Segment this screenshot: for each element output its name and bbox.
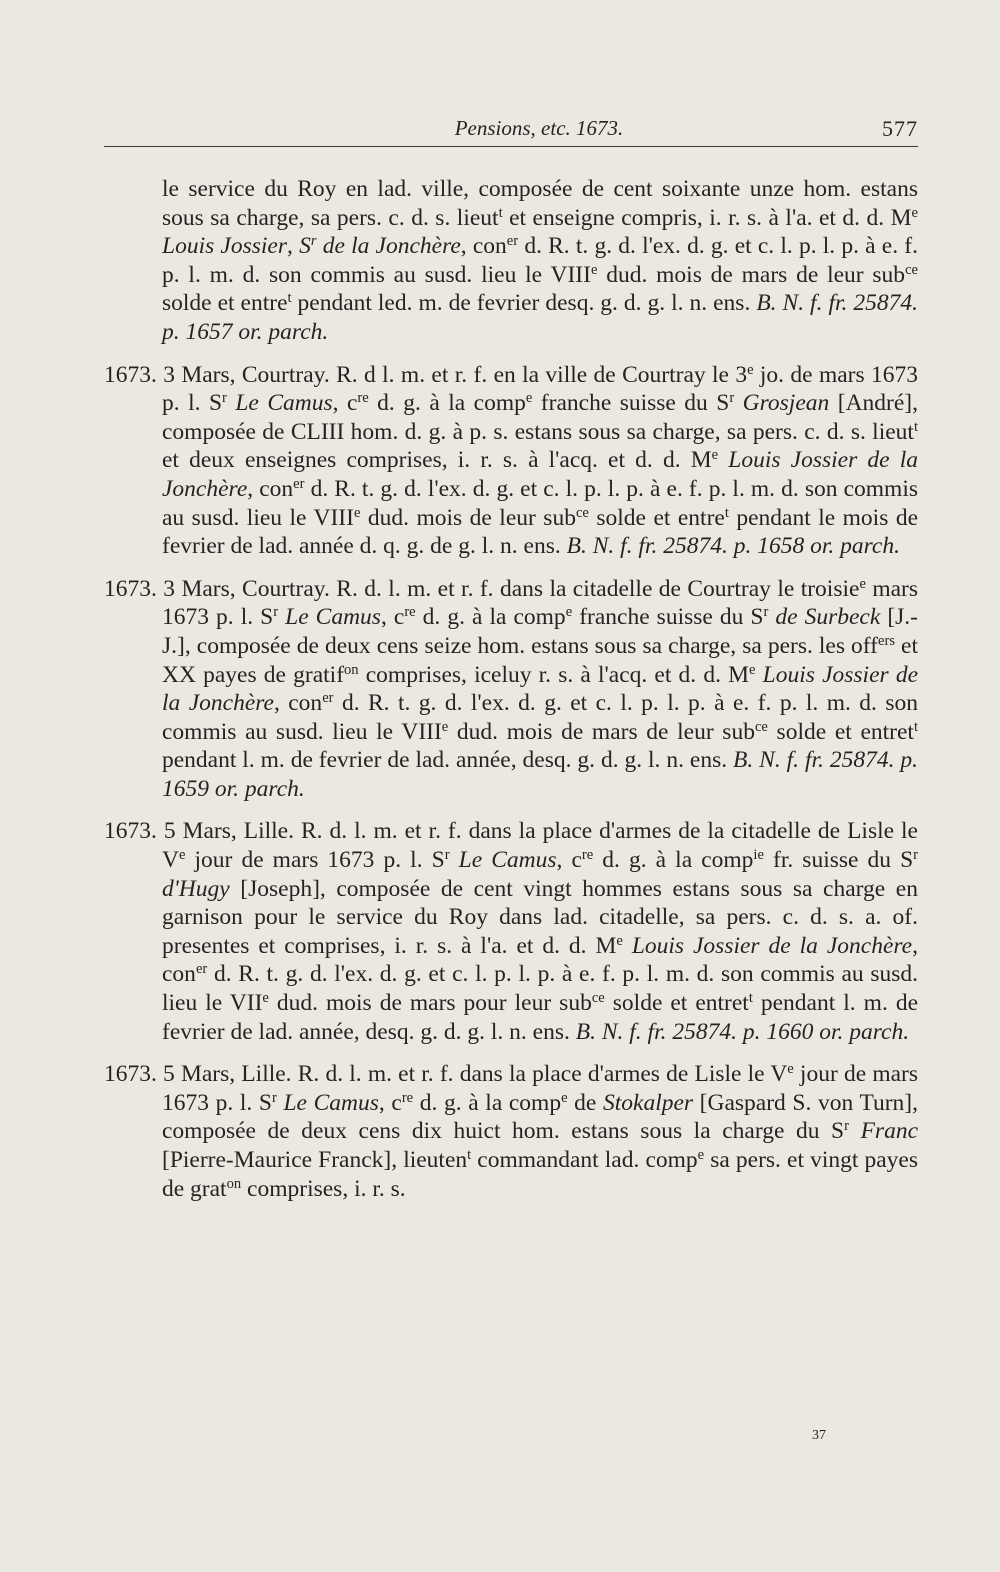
entry-1673-03-05-lille-place: 1673. 5 Mars, Lille. R. d. l. m. et r. f. dans la place d'armes de Lisle le Ve jour de mars 1673 p. l. $S^r$ Le Camus, $c^{re}$ d. g. à la comp$^e$ de Stokalper [Gaspard S. von Turn], composée de deux cens dix huict hom. estans sous la charge du $S^r$ Franc [Pierre-Maurice Franck], lieuten$^t$ commandant lad. comp$^e$ sa pers. et vingt payes de grat$^{on}$ comprises, i. r. s. <box>104 1061 918 1202</box>
header-rule <box>104 146 918 147</box>
entry-1673-03-03-courtray-citadelle: 1673. 3 Mars, Courtray. R. d. l. m. et r. f. dans la citadelle de Courtray le troisie$^e$ mars 1673 p. l. $S^r$ Le Camus, $c^{re}$ d. g. à la comp$^e$ franche suisse du $S^r$ de Surbeck [J.-J.], composée de deux cens seize hom. estans sous sa charge, sa pers. les off$^{ers}$ et XX payes de gratif$^{on}$ comprises, iceluy r. s. à l'acq. et d. d. Me Louis Jossier de la Jonchère, con$^{er}$ d. R. t. g. d. l'ex. d. g. et c. l. p. l. p. à e. f. p. l. m. d. son commis au susd. lieu le VIIIe dud. mois de mars de leur sub$^{ce}$ solde et entret$^t$ pendant l. m. de fevrier de lad. année, desq. g. d. g. l. n. ens. B. N. f. fr. 25874. p. 1659 or. parch. <box>104 575 919 802</box>
page-header <box>160 112 918 146</box>
entry-1673-03-03-courtray-ville: 1673. 3 Mars, Courtray. R. d l. m. et r. f. en la ville de Courtray le 3e jo. de mars 1673 p. l. $S^r$ Le Camus, $c^{re}$ d. g. à la comp$^e$ franche suisse du $S^r$ Grosjean [André], composée de CLIII hom. d. g. à p. s. estans sous sa charge, sa pers. c. d. s. lieut$^t$ et deux enseignes comprises, i. r. s. à l'acq. et d. d. Me Louis Jossier de la Jonchère, con$^{er}$ d. R. t. g. d. l'ex. d. g. et c. l. p. l. p. à e. f. p. l. m. d. son commis au susd. lieu le VIIIe dud. mois de leur sub$^{ce}$ solde et entre$^t$ pendant le mois de fevrier de lad. année d. q. g. de g. l. n. ens. B. N. f. fr. 25874. p. 1658 or. parch. <box>104 361 919 560</box>
signature-mark: 37 <box>812 1428 826 1443</box>
running-title: Pensions, etc. 1673. <box>454 116 624 140</box>
entry-continuation: le service du Roy en lad. ville, composée de cent soixante unze hom. estans sous sa charge, sa pers. c. d. s. lieut$^t$ et enseigne compris, i. r. s. à l'a. et d. d. Me Louis Jossier, $S^r$ de la Jonchère, con$^{er}$ d. R. t. g. d. l'ex. d. g. et c. l. p. l. p. à e. f. p. l. m. d. son commis au susd. lieu le VIIIe dud. mois de mars de leur sub$^{ce}$ solde et entre$^t$ pendant led. m. de fevrier desq. g. d. g. l. n. ens. B. N. f. fr. 25874. p. 1657 or. parch. <box>162 176 918 345</box>
document-body <box>104 175 918 1217</box>
page-number: 577 <box>882 116 918 141</box>
entry-1673-03-05-lille-citadelle: 1673. 5 Mars, Lille. R. d. l. m. et r. f. dans la place d'armes de la citadelle de Lisle le Ve jour de mars 1673 p. l. $S^r$ Le Camus, $c^{re}$ d. g. à la comp$^{ie}$ fr. suisse du $S^r$ d'Hugy [Joseph], composée de cent vingt hommes estans sous sa charge en garnison pour le service du Roy dans lad. citadelle, sa pers. c. d. s. a. of. presentes et comprises, i. r. s. à l'a. et d. d. Me Louis Jossier de la Jonchère, con$^{er}$ d. R. t. g. d. l'ex. d. g. et c. l. p. l. p. à e. f. p. l. m. d. son commis au susd. lieu le VIIe dud. mois de mars pour leur sub$^{ce}$ solde et entret$^t$ pendant l. m. de fevrier de lad. année, desq. g. d. g. l. n. ens. B. N. f. fr. 25874. p. 1660 or. parch. <box>104 818 919 1045</box>
